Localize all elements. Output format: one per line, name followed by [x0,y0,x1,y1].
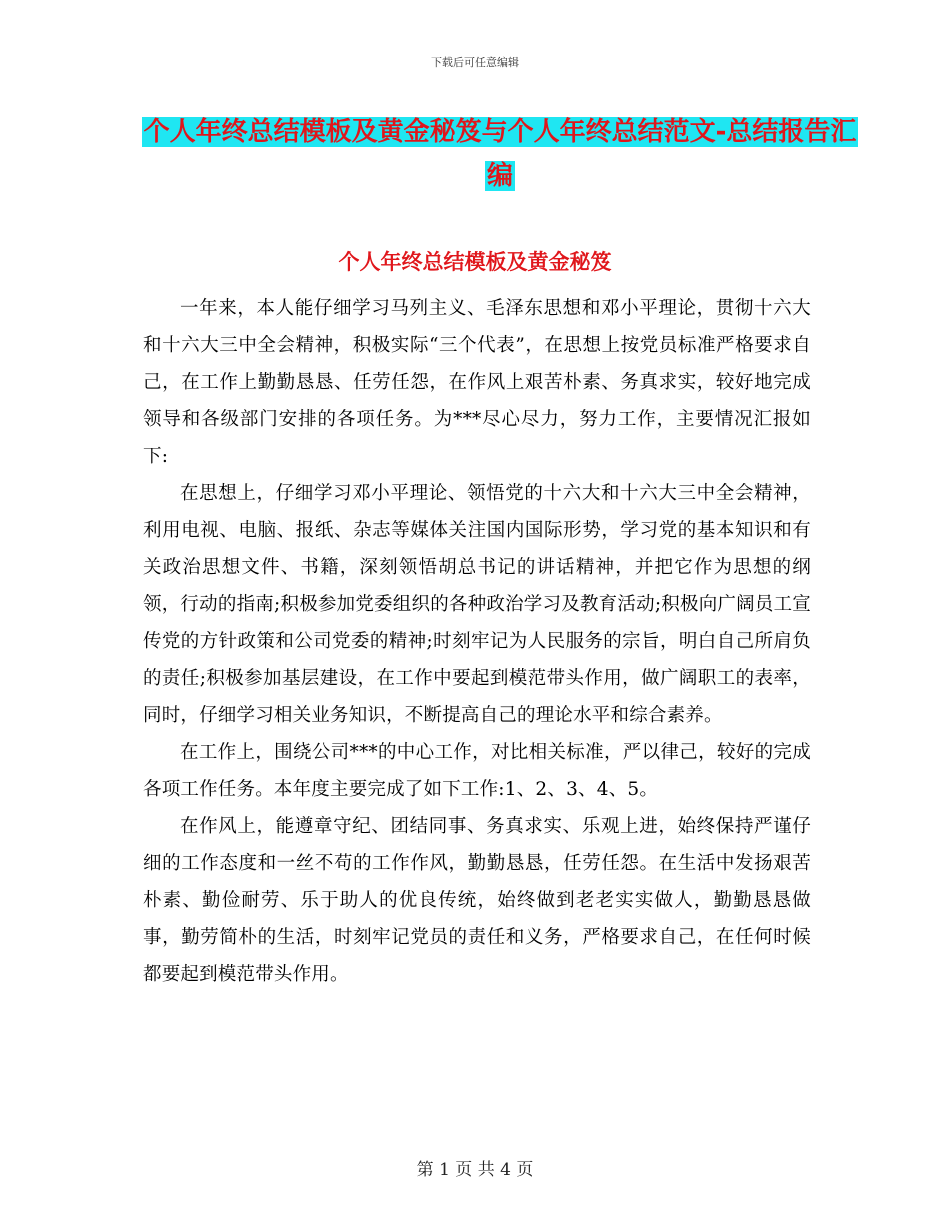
document-title-text: 个人年终总结模板及黄金秘笈与个人年终总结范文-总结报告汇编 [143,117,857,191]
header-note: 下载后可任意编辑 [431,56,519,69]
paragraph-intro: 一年来，本人能仔细学习马列主义、毛泽东思想和邓小平理论，贯彻十六大和十六大三中全会精神，积极实际“三个代表”，在思想上按党员标准严格要求自己，在工作上勤勤恳恳、任劳任怨，在作风上艰苦朴素、务真求实，较好地完成领导和各级部门安排的各项任务。为***尽心尽力，努力工作，主要情况汇报如下: [143,298,811,467]
document-title [140,110,860,198]
page-footer: 第 1 页 共 4 页 [416,1160,534,1180]
document-body [143,290,811,993]
paragraph-conduct: 在作风上，能遵章守纪、团结同事、务真求实、乐观上进，始终保持严谨仔细的工作态度和一丝不苟的工作作风，勤勤恳恳，任劳任怨。在生活中发扬艰苦朴素、勤俭耐劳、乐于助人的优良传统，始终做到老老实实做人，勤勤恳恳做事，勤劳简朴的生活，时刻牢记党员的责任和义务，严格要求自己，在任何时候都要起到模范带头作用。 [143,816,811,985]
section-heading: 个人年终总结模板及黄金秘笈 [338,250,612,274]
paragraph-ideology: 在思想上，仔细学习邓小平理论、领悟党的十六大和十六大三中全会精神，利用电视、电脑、报纸、杂志等媒体关注国内国际形势，学习党的基本知识和有关政治思想文件、书籍，深刻领悟胡总书记的讲话精神，并把它作为思想的纲领，行动的指南;积极参加党委组织的各种政治学习及教育活动;积极向广阔员工宣传党的方针政策和公司党委的精神;时刻牢记为人民服务的宗旨，明白自己所肩负的责任;积极参加基层建设，在工作中要起到模范带头作用，做广阔职工的表率，同时，仔细学习相关业务知识，不断提高自己的理论水平和综合素养。 [143,483,811,726]
paragraph-work: 在工作上，围绕公司***的中心工作，对比相关标准，严以律己，较好的完成各项工作任务。本年度主要完成了如下工作:1、2、3、4、5。 [143,742,811,800]
